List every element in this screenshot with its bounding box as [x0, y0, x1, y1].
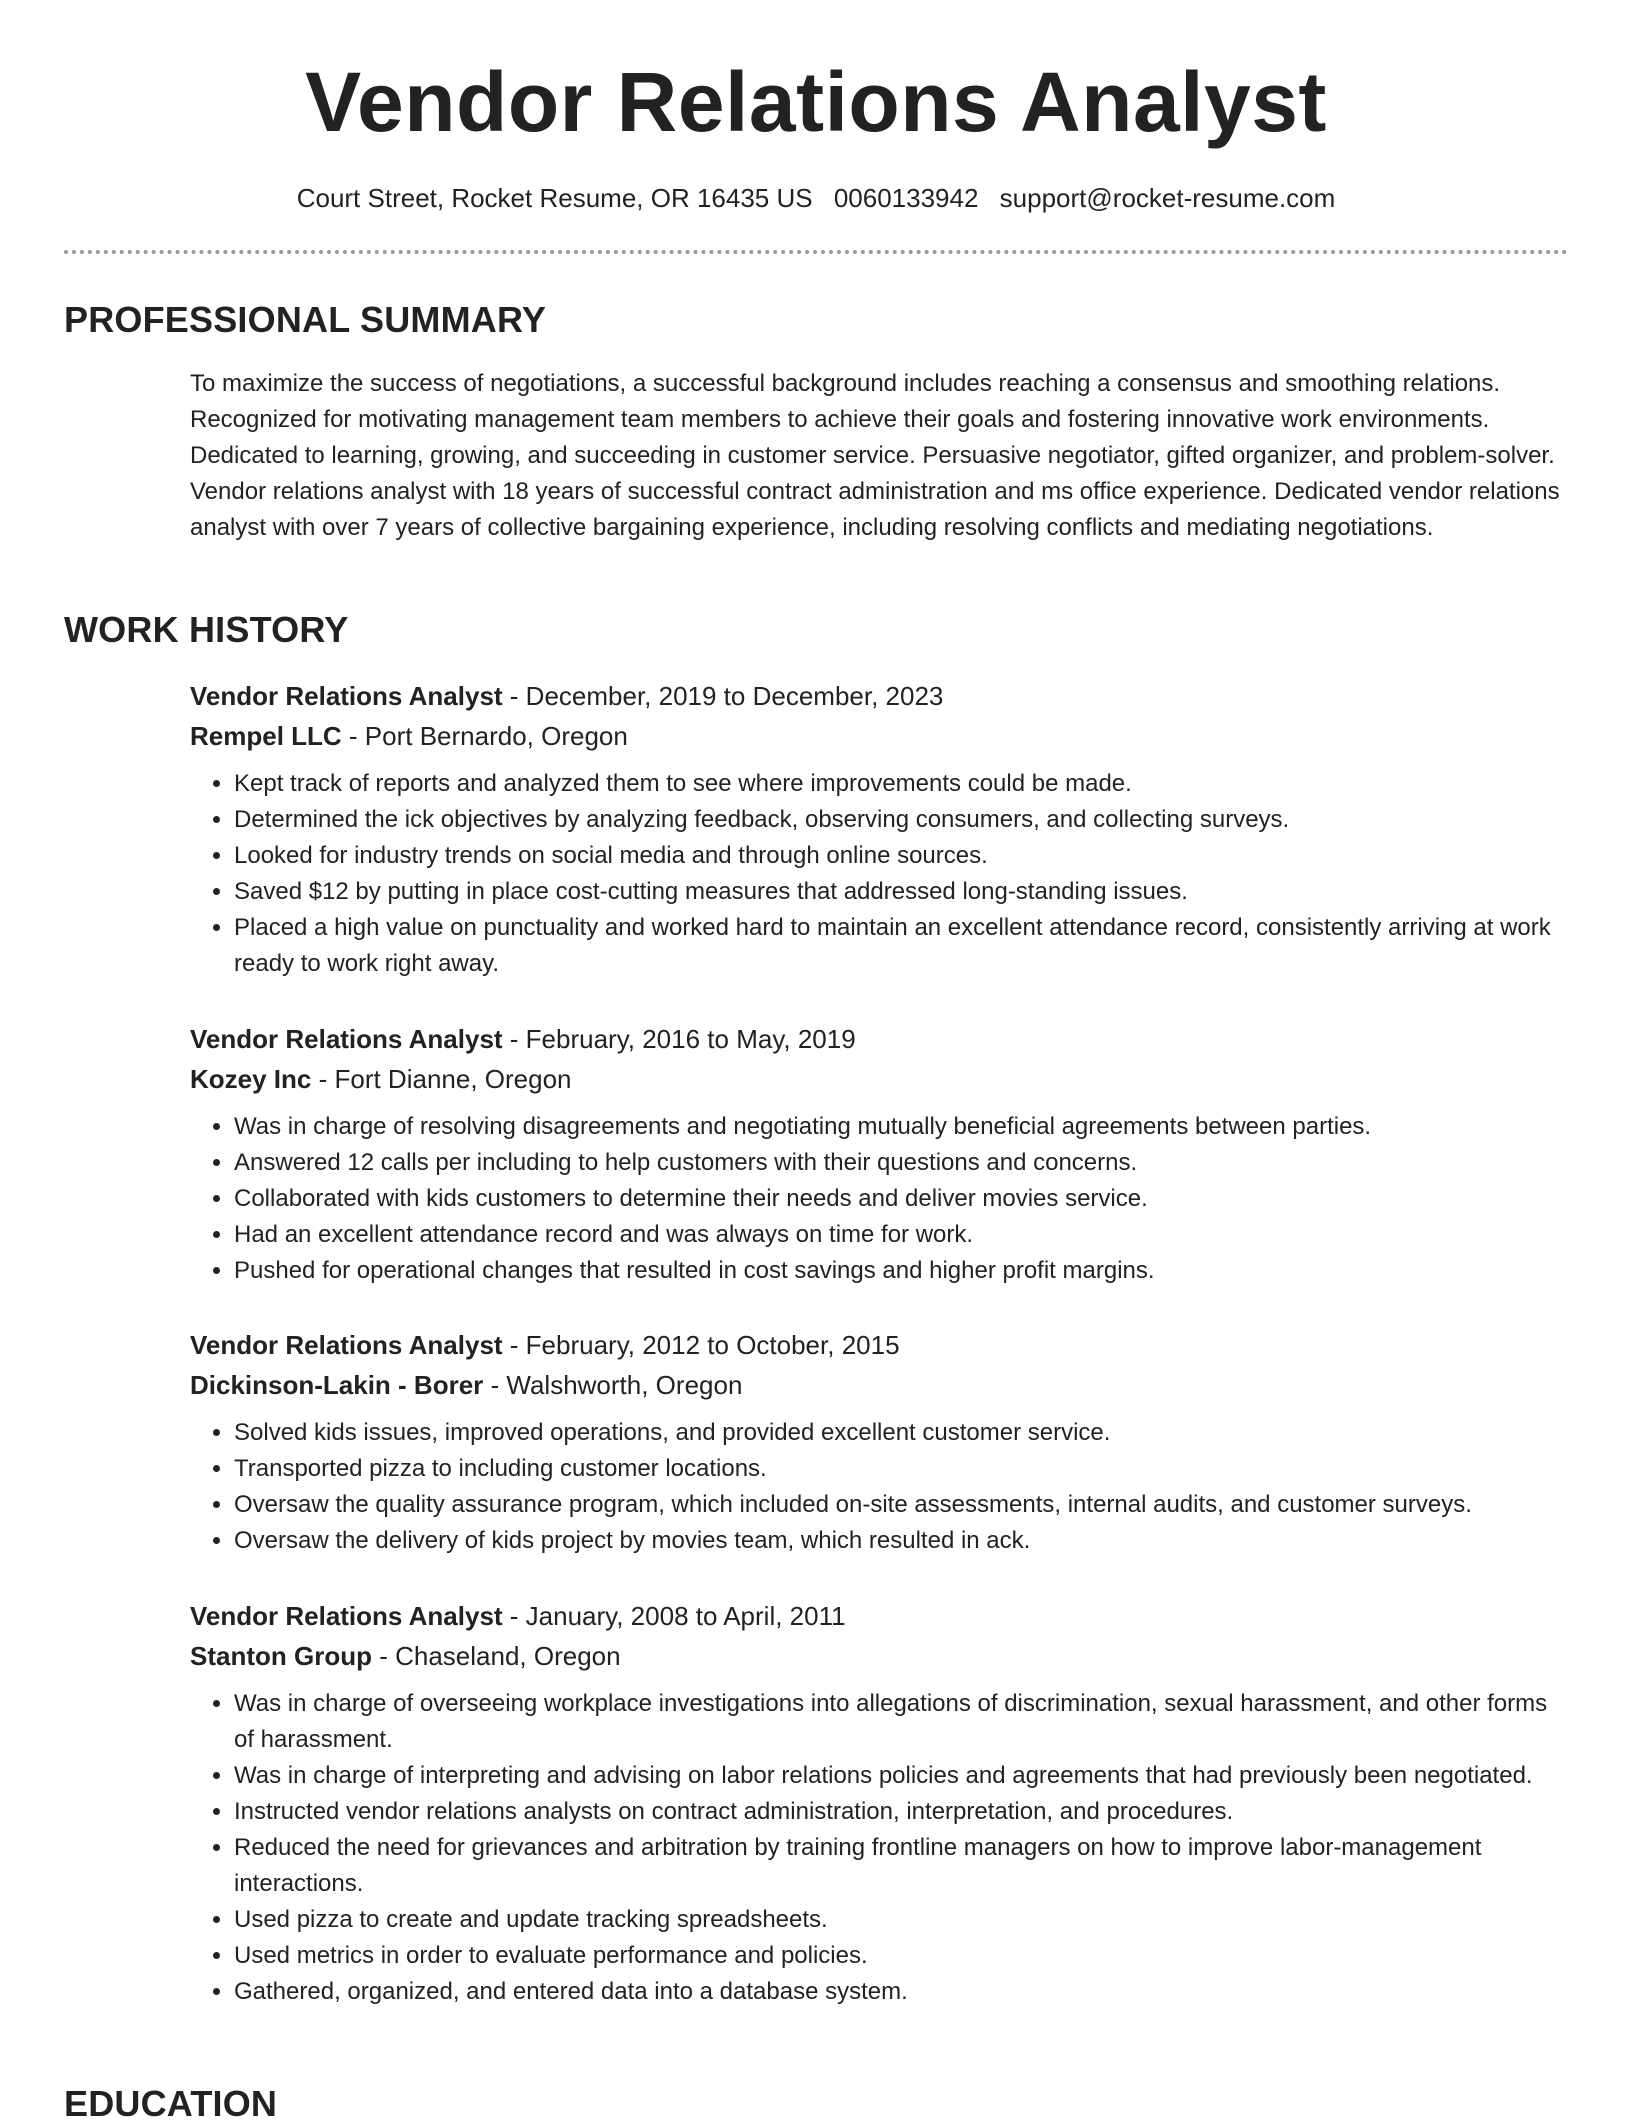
list-item: • Oversaw the delivery of kids project by movies team, which resulted in ack. [234, 1523, 1570, 1559]
job-title-line [190, 1596, 1570, 1636]
job-role: Vendor Relations Analyst [190, 1601, 503, 1631]
list-item: • Reduced the need for grievances and arbitration by training frontline managers on how to improve labor-management interactions. [234, 1830, 1570, 1902]
job-dates: - January, 2008 to April, 2011 [502, 1601, 846, 1631]
job-title-line [190, 1325, 1570, 1365]
list-item: • Kept track of reports and analyzed them to see where improvements could be made. [234, 766, 1570, 802]
list-item: • Instructed vendor relations analysts on contract administration, interpretation, and procedures. [234, 1794, 1570, 1830]
job-role: Vendor Relations Analyst [190, 1024, 503, 1054]
list-item: • Saved $12 by putting in place cost-cutting measures that addressed long-standing issues. [234, 874, 1570, 910]
job-company-line [190, 1636, 1570, 1676]
job-entry [190, 676, 1570, 982]
job-company: Kozey Inc [190, 1064, 312, 1094]
job-location: - Fort Dianne, Oregon [311, 1064, 572, 1094]
resume-name: Vendor Relations Analyst [305, 55, 1327, 149]
list-item: • Determined the ick objectives by analyzing feedback, observing consumers, and collecting surveys. [234, 802, 1570, 838]
contact-line [0, 182, 1632, 216]
job-dates: - February, 2016 to May, 2019 [502, 1024, 856, 1054]
job-company-line [190, 1059, 1570, 1099]
job-entry [190, 1325, 1570, 1559]
contact-phone: 0060133942 [833, 183, 979, 213]
job-bullets [190, 766, 1570, 982]
contact-email: support@rocket-resume.com [999, 183, 1336, 213]
job-title-line [190, 1019, 1570, 1059]
job-location: - Walshworth, Oregon [483, 1370, 743, 1400]
list-item: • Answered 12 calls per including to help customers with their questions and concerns. [234, 1145, 1570, 1181]
list-item: • Looked for industry trends on social media and through online sources. [234, 838, 1570, 874]
list-item: • Collaborated with kids customers to determine their needs and deliver movies service. [234, 1181, 1570, 1217]
list-item: • Was in charge of overseeing workplace investigations into allegations of discrimination, sexual harassment, and other forms of harassment. [234, 1686, 1570, 1758]
header-divider [64, 250, 1568, 254]
section-title-education: EDUCATION [64, 2083, 278, 2124]
contact-address: Court Street, Rocket Resume, OR 16435 US [296, 183, 813, 213]
list-item: • Gathered, organized, and entered data into a database system. [234, 1974, 1570, 2010]
list-item: • Was in charge of resolving disagreements and negotiating mutually beneficial agreements between parties. [234, 1109, 1570, 1145]
job-entry [190, 1596, 1570, 2010]
list-item: • Used pizza to create and update tracking spreadsheets. [234, 1902, 1570, 1938]
section-title-work-history: WORK HISTORY [64, 609, 349, 650]
list-item: • Pushed for operational changes that resulted in cost savings and higher profit margins. [234, 1253, 1570, 1289]
job-bullets [190, 1686, 1570, 2010]
summary-text: To maximize the success of negotiations, a successful background includes reaching a consensus and smoothing relations. Recognized for motivating management team members to achieve their goals and fostering innovative work environments. Dedicated to learning, growing, and succeeding in customer service. Persuasive negotiator, gifted organizer, and problem-solver. Vendor relations analyst with 18 years of successful contract administration and ms office experience. Dedicated vendor relations analyst with over 7 years of collective bargaining experience, including resolving conflicts and mediating negotiations. [190, 370, 1560, 541]
job-role: Vendor Relations Analyst [190, 1330, 503, 1360]
job-bullets [190, 1109, 1570, 1289]
job-location: - Port Bernardo, Oregon [341, 721, 628, 751]
list-item: • Transported pizza to including customer locations. [234, 1451, 1570, 1487]
job-company-line [190, 1365, 1570, 1405]
list-item: • Had an excellent attendance record and was always on time for work. [234, 1217, 1570, 1253]
job-dates: - February, 2012 to October, 2015 [502, 1330, 900, 1360]
job-dates: - December, 2019 to December, 2023 [502, 681, 944, 711]
job-company: Rempel LLC [190, 721, 342, 751]
list-item: • Was in charge of interpreting and advising on labor relations policies and agreements that had previously been negotiated. [234, 1758, 1570, 1794]
job-company: Dickinson-Lakin - Borer [190, 1370, 484, 1400]
list-item: • Placed a high value on punctuality and worked hard to maintain an excellent attendance record, consistently arriving at work ready to work right away. [234, 910, 1570, 982]
list-item: • Used metrics in order to evaluate performance and policies. [234, 1938, 1570, 1974]
job-role: Vendor Relations Analyst [190, 681, 503, 711]
section-title-summary: PROFESSIONAL SUMMARY [64, 299, 547, 340]
list-item: • Oversaw the quality assurance program, which included on-site assessments, internal audits, and customer surveys. [234, 1487, 1570, 1523]
job-bullets [190, 1415, 1570, 1559]
job-location: - Chaseland, Oregon [371, 1641, 621, 1671]
job-entry [190, 1019, 1570, 1289]
job-company-line [190, 716, 1570, 756]
job-title-line [190, 676, 1570, 716]
list-item: • Solved kids issues, improved operations, and provided excellent customer service. [234, 1415, 1570, 1451]
job-company: Stanton Group [190, 1641, 372, 1671]
